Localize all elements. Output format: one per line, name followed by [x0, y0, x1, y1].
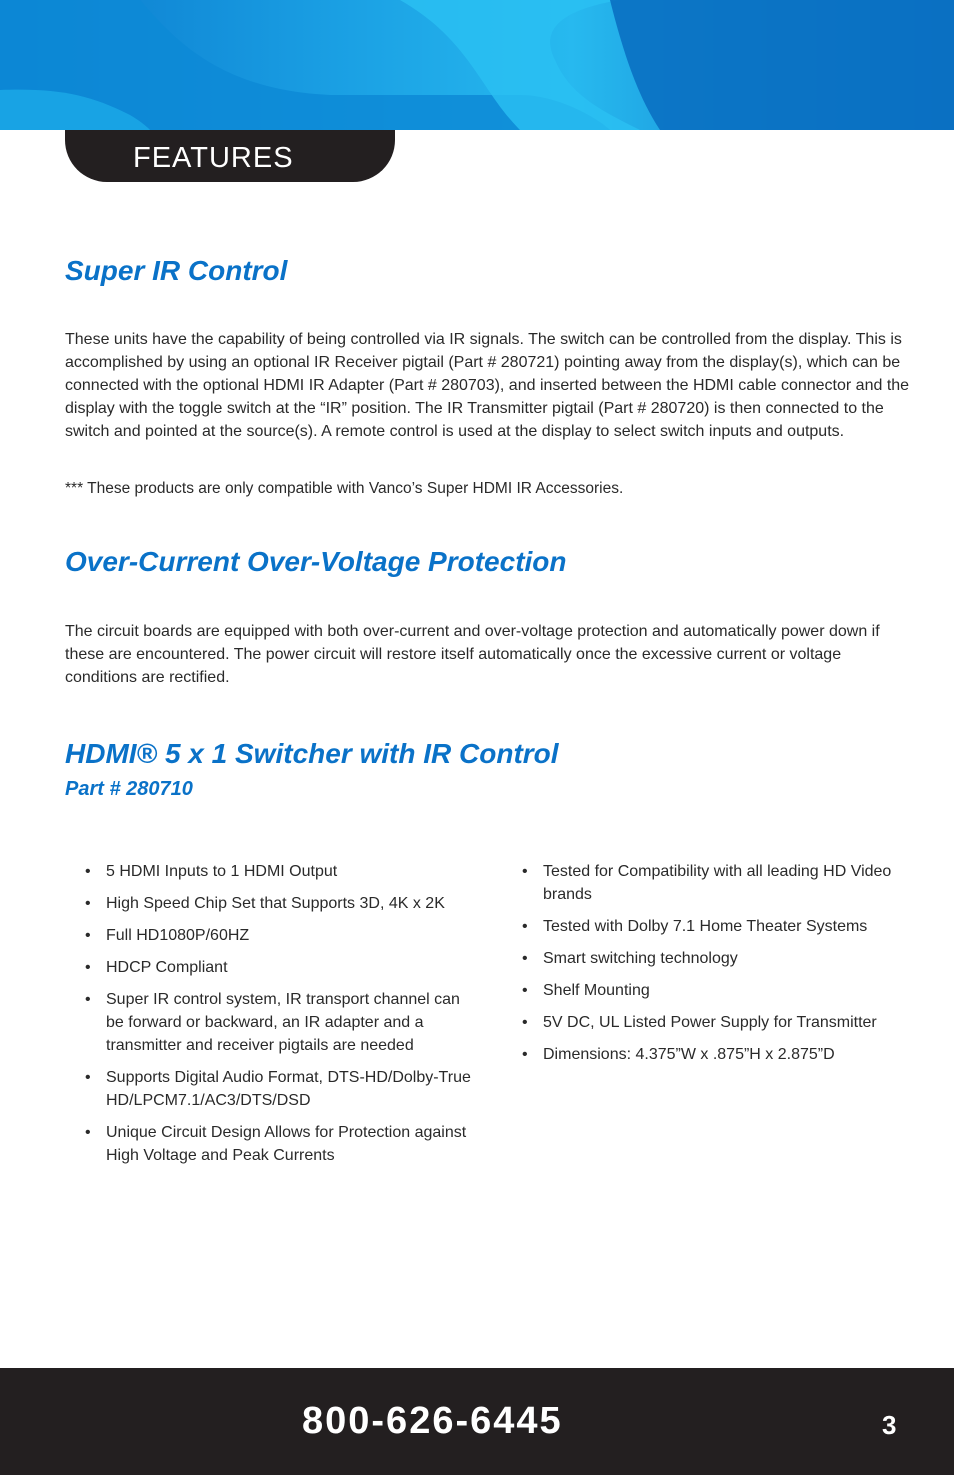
bullet-icon: •	[85, 895, 91, 912]
bullet-icon: •	[85, 959, 91, 976]
bullet-icon: •	[85, 927, 91, 944]
product-part-number: Part # 280710	[65, 778, 193, 800]
footer-bar	[0, 1368, 954, 1475]
list-item: • Dimensions: 4.375”W x .875”H x 2.875”D	[522, 1043, 922, 1066]
section-title-protection: Over-Current Over-Voltage Protection	[65, 546, 567, 577]
super-ir-control-description: These units have the capability of being controlled via IR signals. The switch can be controlled from the display. This is accomplished by using an optional IR Receiver pigtail (Part # 280721) pointing away from the display(s), which can be connected with the optional HDMI IR Adapter (Part # 280703), and inserted between the HDMI cable connector and the display with the toggle switch at the “IR” position. The IR Transmitter pigtail (Part # 280720) is then connected to the switch and pointed at the source(s). A remote control is used at the display to select switch inputs and outputs.	[65, 331, 910, 440]
section-title-super-ir-control: Super IR Control	[65, 255, 288, 286]
list-item: • Supports Digital Audio Format, DTS-HD/Dolby-True HD/LPCM7.1/AC3/DTS/DSD	[85, 1066, 480, 1112]
list-item: • Tested for Compatibility with all leading HD Video brands	[522, 860, 922, 906]
list-item: • Smart switching technology	[522, 947, 922, 970]
bullet-icon: •	[522, 1046, 528, 1063]
phone-number: 800-626-6445	[302, 1400, 563, 1442]
bullet-icon: •	[522, 950, 528, 967]
features-tab	[65, 130, 395, 182]
bullet-icon: •	[85, 1069, 91, 1086]
page-number: 3	[882, 1410, 897, 1440]
bullet-icon: •	[85, 863, 91, 880]
list-item: • High Speed Chip Set that Supports 3D, 4K x 2K	[85, 892, 480, 915]
bullet-icon: •	[522, 982, 528, 999]
list-item: • Unique Circuit Design Allows for Protection against High Voltage and Peak Currents	[85, 1121, 480, 1167]
features-tab-label: FEATURES	[133, 142, 294, 174]
header-band	[0, 0, 954, 130]
list-item: • 5 HDMI Inputs to 1 HDMI Output	[85, 860, 480, 883]
bullet-icon: •	[522, 863, 528, 880]
list-item: • Shelf Mounting	[522, 979, 922, 1002]
list-item: • HDCP Compliant	[85, 956, 480, 979]
super-ir-compatibility-note: *** These products are only compatible with Vanco’s Super HDMI IR Accessories.	[65, 480, 624, 497]
header-wave-graphic	[0, 0, 954, 130]
list-item: • Super IR control system, IR transport channel can be forward or backward, an IR adapter and a transmitter and receiver pigtails are needed	[85, 988, 480, 1057]
feature-list-left	[85, 860, 480, 1176]
product-title: HDMI® 5 x 1 Switcher with IR Control	[65, 738, 559, 769]
feature-list-right	[522, 860, 922, 1075]
bullet-icon: •	[85, 991, 91, 1008]
bullet-icon: •	[85, 1124, 91, 1141]
list-item: • 5V DC, UL Listed Power Supply for Transmitter	[522, 1011, 922, 1034]
bullet-icon: •	[522, 1014, 528, 1031]
protection-description: The circuit boards are equipped with both over-current and over-voltage protection and automatically power down if these are encountered. The power circuit will restore itself automatically once the excessive current or voltage conditions are rectified.	[65, 623, 880, 686]
list-item: • Full HD1080P/60HZ	[85, 924, 480, 947]
bullet-icon: •	[522, 918, 528, 935]
list-item: • Tested with Dolby 7.1 Home Theater Systems	[522, 915, 922, 938]
